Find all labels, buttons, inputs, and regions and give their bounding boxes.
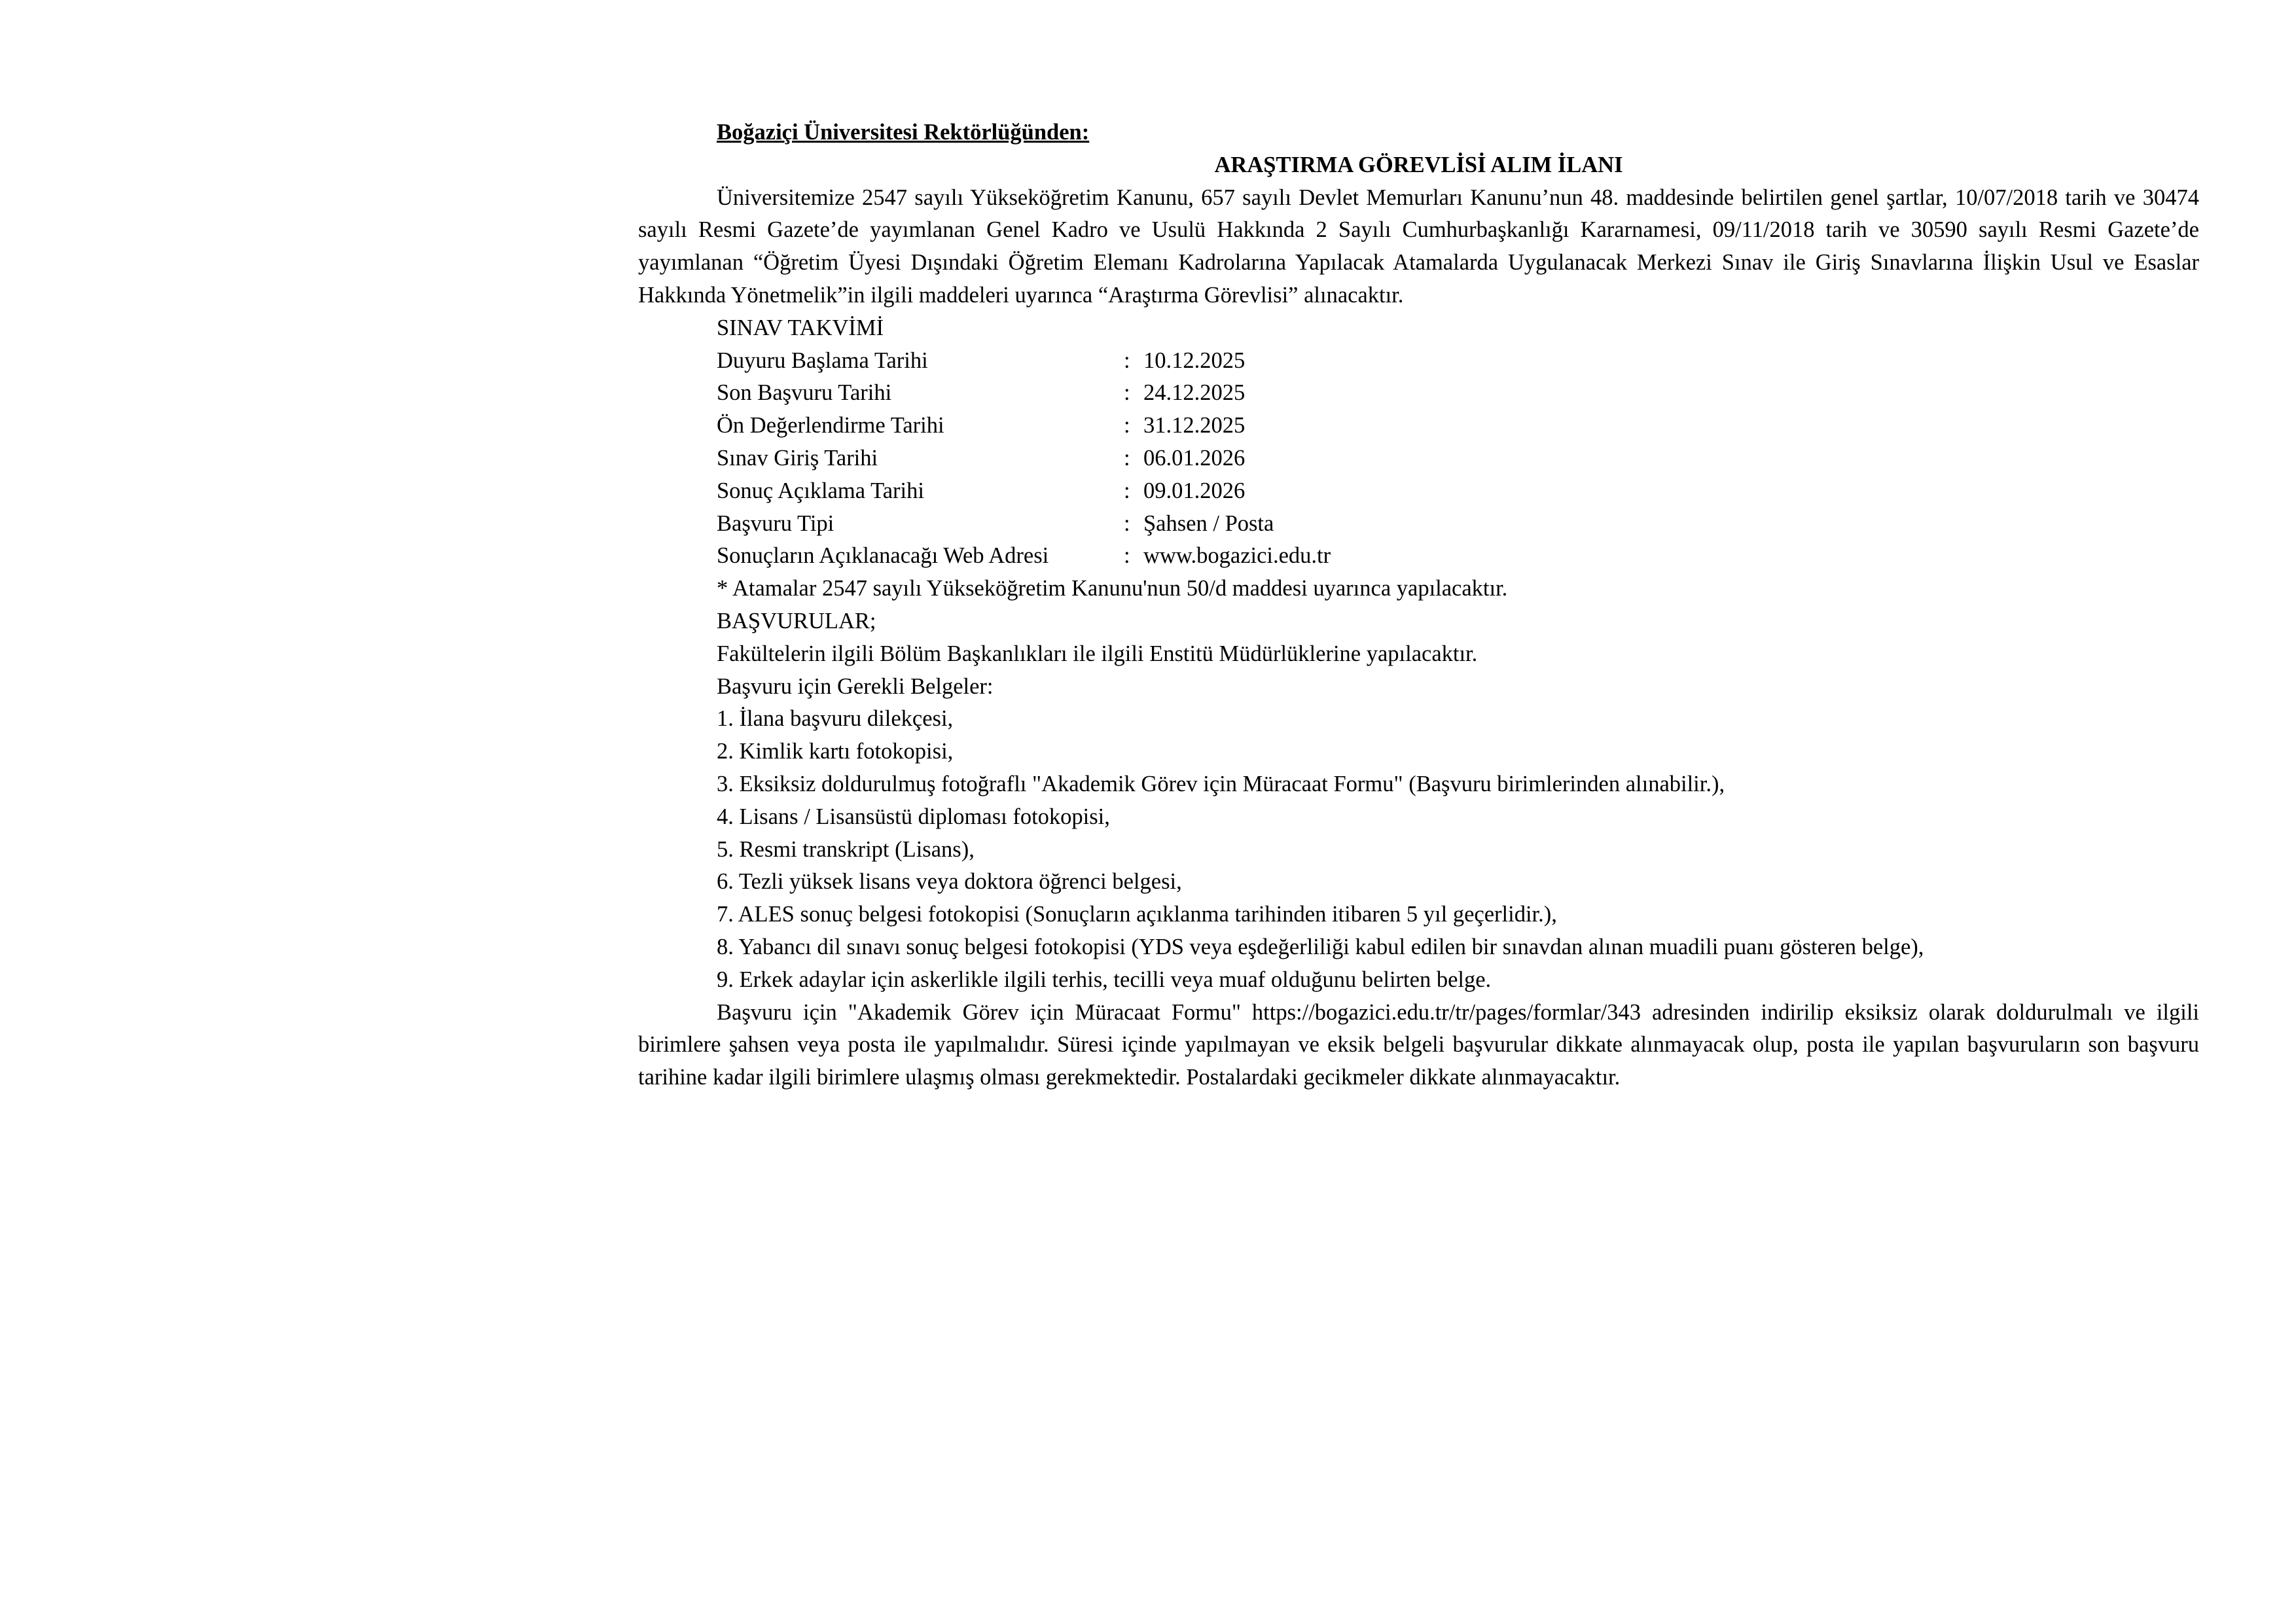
schedule-value: 31.12.2025 [1143,413,1246,438]
applications-where: Fakültelerin ilgili Bölüm Başkanlıkları ile ilgili Enstitü Müdürlüklerine yapılacaktır. [717,641,1478,666]
document-item: 2. Kimlik kartı fotokopisi, [717,739,954,764]
document-item: 4. Lisans / Lisansüstü diploması fotokopisi, [717,804,1110,829]
schedule-value: Şahsen / Posta [1143,510,1274,536]
schedule-row [638,345,2199,378]
closing-paragraph: Başvuru için "Akademik Görev için Müracaat Formu" https://bogazici.edu.tr/tr/pages/formlar/343 adresinden indirilip eksiksiz olarak doldurulmalı ve ilgili birimlere şahsen veya posta ile yapılmalıdır. Süresi içinde yapılmayan ve eksik belgeli başvurular dikkate alınmayacak olup, posta ile yapılan başvuruların son başvuru tarihine kadar ilgili birimlere ulaşmış olması gerekmektedir. Postalardaki gecikmeler dikkate alınmayacaktır. [638,999,2199,1090]
schedule-label: Son Başvuru Tarihi [717,380,892,406]
schedule-label: Ön Değerlendirme Tarihi [717,413,944,438]
schedule-row [638,508,2199,541]
schedule-separator: : [1124,543,1130,569]
schedule-label: Sınav Giriş Tarihi [717,445,878,471]
schedule-heading: SINAV TAKVİMİ [717,315,884,340]
schedule-value: www.bogazici.edu.tr [1143,543,1331,569]
schedule-separator: : [1124,478,1130,503]
schedule-value: 24.12.2025 [1143,380,1246,406]
appointment-note: * Atamalar 2547 sayılı Yükseköğretim Kanunu'nun 50/d maddesi uyarınca yapılacaktır. [717,576,1508,601]
schedule-row [638,377,2199,410]
announcement-title: ARAŞTIRMA GÖREVLİSİ ALIM İLANI [1214,152,1623,177]
schedule-label: Sonuçların Açıklanacağı Web Adresi [717,543,1049,569]
schedule-separator: : [1124,380,1130,406]
schedule-separator: : [1124,348,1130,373]
schedule-value: 06.01.2026 [1143,445,1246,471]
schedule-label: Başvuru Tipi [717,510,834,536]
schedule-separator: : [1124,445,1130,471]
document-item: 7. ALES sonuç belgesi fotokopisi (Sonuçların açıklanma tarihinden itibaren 5 yıl geçerlidir.), [717,902,1557,927]
document-item: 6. Tezli yüksek lisans veya doktora öğrenci belgesi, [717,869,1182,895]
schedule-separator: : [1124,413,1130,438]
schedule-label: Sonuç Açıklama Tarihi [717,478,924,503]
applications-heading: BAŞVURULAR; [717,608,876,633]
documents-heading: Başvuru için Gerekli Belgeler: [717,673,994,699]
schedule-value: 10.12.2025 [1143,348,1246,373]
schedule-row [638,540,2199,573]
announcement-body [638,116,2199,1094]
document-item: 9. Erkek adaylar için askerlikle ilgili terhis, tecilli veya muaf olduğunu belirten belge. [717,967,1492,992]
document-item: 3. Eksiksiz doldurulmuş fotoğraflı "Akademik Görev için Müracaat Formu" (Başvuru birimlerinden alınabilir.), [717,771,1725,796]
schedule-row [638,410,2199,442]
schedule-separator: : [1124,510,1130,536]
schedule-row [638,475,2199,508]
issuer-heading: Boğaziçi Üniversitesi Rektörlüğünden: [717,120,1090,145]
schedule-label: Duyuru Başlama Tarihi [717,348,928,373]
document-item: 1. İlana başvuru dilekçesi, [717,706,954,732]
document-item: 5. Resmi transkript (Lisans), [717,836,975,862]
document-item: 8. Yabancı dil sınavı sonuç belgesi fotokopisi (YDS veya eşdeğerliliği kabul edilen bir sınavdan alınan muadili puanı gösteren belge), [717,934,1924,959]
schedule-row [638,442,2199,475]
schedule-value: 09.01.2026 [1143,478,1246,503]
intro-paragraph: Üniversitemize 2547 sayılı Yükseköğretim Kanunu, 657 sayılı Devlet Memurları Kanunu’nun 48. maddesinde belirtilen genel şartlar, 10/07/2018 tarih ve 30474 sayılı Resmi Gazete’de yayımlanan Genel Kadro ve Usulü Hakkında 2 Sayılı Cumhurbaşkanlığı Kararnamesi, 09/11/2018 tarih ve 30590 sayılı Resmi Gazete’de yayımlanan “Öğretim Üyesi Dışındaki Öğretim Elemanı Kadrolarına Yapılacak Atamalarda Uygulanacak Merkezi Sınav ile Giriş Sınavlarına İlişkin Usul ve Esaslar Hakkında Yönetmelik”in ilgili maddeleri uyarınca “Araştırma Görevlisi” alınacaktır. [638,185,2199,308]
